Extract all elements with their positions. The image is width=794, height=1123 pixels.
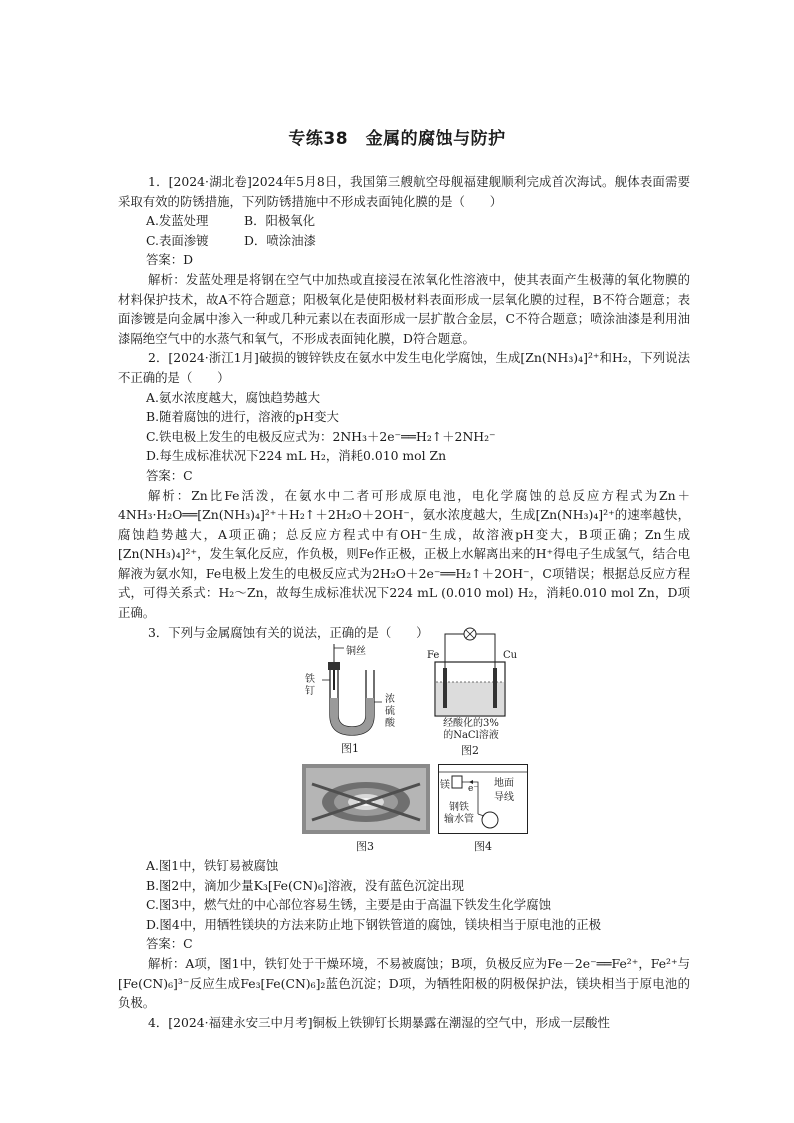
q3-option-c: C.图3中，燃气灶的中心部位容易生锈，主要是由于高温下铁发生化学腐蚀 (146, 897, 551, 913)
fig2-solution-line2: 的NaCl溶液 (443, 730, 499, 741)
q1-options-row2 (118, 231, 690, 251)
q3-answer: 答案：C (146, 936, 193, 952)
q1-answer: 答案：D (146, 252, 194, 268)
fig1-nail-label: 铁钉 (305, 674, 315, 697)
fig2-cu-label: Cu (503, 650, 518, 661)
q3-option-b: B.图2中，滴加少量K₃[Fe(CN)₆]溶液，没有蓝色沉淀出现 (146, 877, 465, 893)
figure-1 (300, 640, 410, 758)
q3-analysis: 解析：A项，图1中，铁钉处于干燥环境，不易被腐蚀；B项，负极反应为Fe－2e⁻══Fe²⁺，Fe²⁺与[Fe(CN)₆]³⁻反应生成Fe₃[Fe(CN)₆]₂蓝色沉淀；D项，为牺牲阳极的阴极保护法，镁块相当于原电池的负极。 (118, 955, 690, 1011)
q2-option-b: B.随着腐蚀的进行，溶液的pH变大 (146, 409, 339, 425)
fig4-pipe-line2: 输水管 (444, 814, 474, 825)
q2-answer: 答案：C (146, 467, 193, 483)
question-3-options (118, 856, 690, 1032)
q1-options-row1 (118, 211, 690, 231)
q3-stem: 3．下列与金属腐蚀有关的说法，正确的是（ ） (148, 624, 429, 640)
q2-option-c: C.铁电极上发生的电极反应式为：2NH₃＋2e⁻══H₂↑＋2NH₂⁻ (146, 428, 496, 444)
fig1-acid-label: 浓硫酸 (385, 694, 395, 729)
q1-option-c: C.表面渗镀 (146, 232, 209, 248)
q1-analysis: 解析：发蓝处理是将钢在空气中加热或直接浸在浓氧化性溶液中，使其表面产生极薄的氧化物膜的材料保护技术，故A不符合题意；阳极氧化是使阳极材料表面形成一层氧化膜的过程，B不符合题意；表面渗镀是向金属中渗入一种或几种元素以在表面形成一层扩散合金层，C不符合题意；喷涂油漆是利用油漆隔绝空气中的水蒸气和氧气，不形成表面钝化膜，D符合题意。 (118, 271, 690, 346)
fig1-caption: 图1 (341, 742, 359, 755)
page-title: 专练38 金属的腐蚀与防护 (288, 129, 506, 149)
q2-analysis: 解析：Zn比Fe活泼，在氨水中二者可形成原电池，电化学腐蚀的总反应方程式为Zn＋4NH₃·H₂O══[Zn(NH₃)₄]²⁺＋H₂↑＋2H₂O＋2OH⁻，氨水浓度越大，生成[Zn(NH₃)₄]²⁺的速率越快，腐蚀趋势越大，A项正确；总反应方程式中有OH⁻生成，故溶液pH变大，B项正确；Zn生成[Zn(NH₃)₄]²⁺，发生氧化反应，作负极，则Fe作正极，正极上水解离出来的H⁺得电子生成氢气，结合电解液为氨水知，Fe电极上发生的电极反应式为2H₂O＋2e⁻══H₂↑＋2OH⁻，C项错误；根据总反应方程式，可得关系式：H₂～Zn，故每生成标准状况下224 mL (0.010 mol) H₂，消耗0.010 mol Zn，D项正确。 (118, 487, 690, 621)
figure-2-drawing (425, 622, 518, 720)
q3-option-d: D.图4中，用牺牲镁块的方法来防止地下钢铁管道的腐蚀，镁块相当于原电池的正极 (146, 916, 601, 932)
fig2-fe-label: Fe (427, 650, 440, 661)
q1-option-a: A.发蓝处理 (146, 213, 209, 229)
fig2-solution-line1: 经酸化的3% (443, 718, 499, 729)
fig2-caption: 图2 (461, 744, 479, 757)
question-1 (118, 172, 690, 642)
q3-option-a: A.图1中，铁钉易被腐蚀 (146, 858, 279, 873)
fig3-caption: 图3 (356, 840, 374, 853)
figure-3 (302, 764, 430, 854)
fig4-electron-label: e⁻ (468, 784, 479, 794)
fig4-caption: 图4 (474, 840, 492, 853)
q2-option-a: A.氨水浓度越大，腐蚀趋势越大 (146, 389, 320, 405)
figure-3-photo (302, 764, 430, 834)
q1-option-b: B．阳极氧化 (244, 213, 316, 229)
q1-stem: 1．[2024·湖北卷]2024年5月8日，我国第三艘航空母舰福建舰顺利完成首次海试。舰体表面需要采取有效的防锈措施，下列防锈措施中不形成表面钝化膜的是（ ） (118, 174, 690, 209)
q1-option-d: D．喷涂油漆 (244, 232, 316, 248)
fig4-pipe-label (444, 802, 474, 826)
fig4-pipe-line1: 钢铁 (449, 802, 469, 813)
fig4-ground-label: 地面 (494, 778, 514, 789)
q4-stem: 4．[2024·福建永安三中月考]铜板上铁铆钉长期暴露在潮湿的空气中，形成一层酸性 (148, 1014, 610, 1030)
q2-stem: 2．[2024·浙江1月]破损的镀锌铁皮在氨水中发生电化学腐蚀，生成[Zn(NH₃)₄]²⁺和H₂，下列说法不正确的是（ ） (118, 350, 690, 385)
figure-2 (425, 622, 518, 758)
q2-option-d: D.每生成标准状况下224 mL H₂，消耗0.010 mol Zn (146, 448, 447, 464)
fig2-solution-label (423, 718, 519, 742)
fig4-wire-label: 导线 (494, 792, 514, 803)
fig1-wire-label: 铜丝 (346, 646, 366, 657)
figure-4 (438, 764, 528, 854)
fig4-mg-label: 镁 (440, 780, 450, 791)
